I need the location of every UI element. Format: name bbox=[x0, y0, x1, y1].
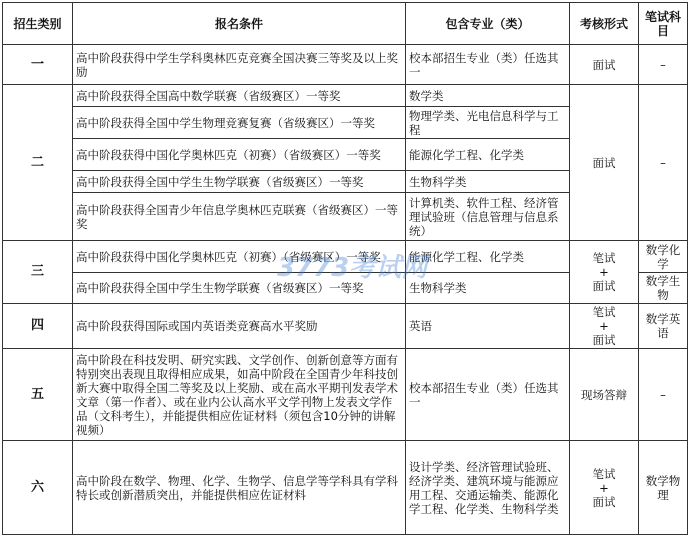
condition-cell: 高中阶段获得全国中学生物理竞赛复赛（省级赛区）一等奖 bbox=[73, 107, 406, 139]
category-cell: 二 bbox=[3, 85, 73, 241]
majors-cell: 能源化学工程、化学类 bbox=[406, 241, 570, 273]
written-subject-cell: – bbox=[639, 349, 688, 441]
table-row bbox=[3, 304, 688, 349]
majors-cell: 校本部招生专业（类）任选其一 bbox=[406, 45, 570, 85]
condition-cell: 高中阶段获得中国化学奥林匹克（初赛）（省级赛区）一等奖 bbox=[73, 139, 406, 171]
assessment-cell: 笔试 + 面试 bbox=[570, 241, 639, 304]
written-subject-cell: 数学物理 bbox=[639, 441, 688, 535]
table-row bbox=[3, 85, 688, 107]
condition-cell: 高中阶段获得全国高中数学联赛（省级赛区）一等奖 bbox=[73, 85, 406, 107]
category-cell: 六 bbox=[3, 441, 73, 535]
condition-cell: 高中阶段获得全国中学生生物学联赛（省级赛区）一等奖 bbox=[73, 171, 406, 193]
header-row bbox=[3, 3, 688, 45]
condition-cell: 高中阶段获得全国青少年信息学奥林匹克联赛（省级赛区）一等奖 bbox=[73, 193, 406, 241]
category-cell: 三 bbox=[3, 241, 73, 304]
written-subject-cell: 数学英语 bbox=[639, 304, 688, 349]
majors-cell: 设计学类、经济管理试验班、经济学类、建筑环境与能源应用工程、交通运输类、能源化学工程、化学类、生物科学类 bbox=[406, 441, 570, 535]
category-cell: 五 bbox=[3, 349, 73, 441]
table-row bbox=[3, 349, 688, 441]
condition-cell: 高中阶段在数学、物理、化学、生物学、信息学等学科具有学科特长或创新潜质突出，并能提供相应佐证材料 bbox=[73, 441, 406, 535]
assessment-cell: 面试 bbox=[570, 85, 639, 241]
written-subject-cell: – bbox=[639, 85, 688, 241]
assessment-cell: 面试 bbox=[570, 45, 639, 85]
majors-cell: 计算机类、软件工程、经济管理试验班（信息管理与信息系统） bbox=[406, 193, 570, 241]
table-row bbox=[3, 45, 688, 85]
category-cell: 一 bbox=[3, 45, 73, 85]
majors-cell: 英语 bbox=[406, 304, 570, 349]
majors-cell: 数学类 bbox=[406, 85, 570, 107]
header-majors: 包含专业（类） bbox=[406, 3, 570, 45]
table-row bbox=[3, 241, 688, 273]
header-category: 招生类别 bbox=[3, 3, 73, 45]
assessment-cell: 现场答辩 bbox=[570, 349, 639, 441]
table-row bbox=[3, 441, 688, 535]
majors-cell: 物理学类、光电信息科学与工程 bbox=[406, 107, 570, 139]
majors-cell: 能源化学工程、化学类 bbox=[406, 139, 570, 171]
written-subject-cell: 数学化学 bbox=[639, 241, 688, 273]
majors-cell: 生物科学类 bbox=[406, 273, 570, 304]
assessment-cell: 笔试 + 面试 bbox=[570, 304, 639, 349]
majors-cell: 校本部招生专业（类）任选其一 bbox=[406, 349, 570, 441]
written-subject-cell: – bbox=[639, 45, 688, 85]
majors-cell: 生物科学类 bbox=[406, 171, 570, 193]
condition-cell: 高中阶段获得全国中学生生物学联赛（省级赛区）一等奖 bbox=[73, 273, 406, 304]
written-subject-cell: 数学生物 bbox=[639, 273, 688, 304]
header-assessment: 考核形式 bbox=[570, 3, 639, 45]
category-cell: 四 bbox=[3, 304, 73, 349]
condition-cell: 高中阶段获得中学生学科奥林匹克竞赛全国决赛三等奖及以上奖励 bbox=[73, 45, 406, 85]
condition-cell: 高中阶段获得中国化学奥林匹克（初赛）（省级赛区）一等奖 bbox=[73, 241, 406, 273]
header-condition: 报名条件 bbox=[73, 3, 406, 45]
condition-cell: 高中阶段获得国际或国内英语类竞赛高水平奖励 bbox=[73, 304, 406, 349]
assessment-cell: 笔试 + 面试 bbox=[570, 441, 639, 535]
header-written-subjects: 笔试科目 bbox=[639, 3, 688, 45]
svg-text:3773考试网: 3773考试网 bbox=[276, 253, 428, 283]
admission-table bbox=[2, 2, 688, 535]
condition-cell: 高中阶段在科技发明、研究实践、文学创作、创新创意等方面有特别突出表现且取得相应成果，如高中阶段在全国青少年科技创新大赛中取得全国二等奖及以上奖励、或在高水平期刊发表学术文章（第一作者）、或在业内公认高水平文学刊物上发表文学作品（文科考生），并能提供相应佐证材料（须包含10分钟的讲解视频） bbox=[73, 349, 406, 441]
